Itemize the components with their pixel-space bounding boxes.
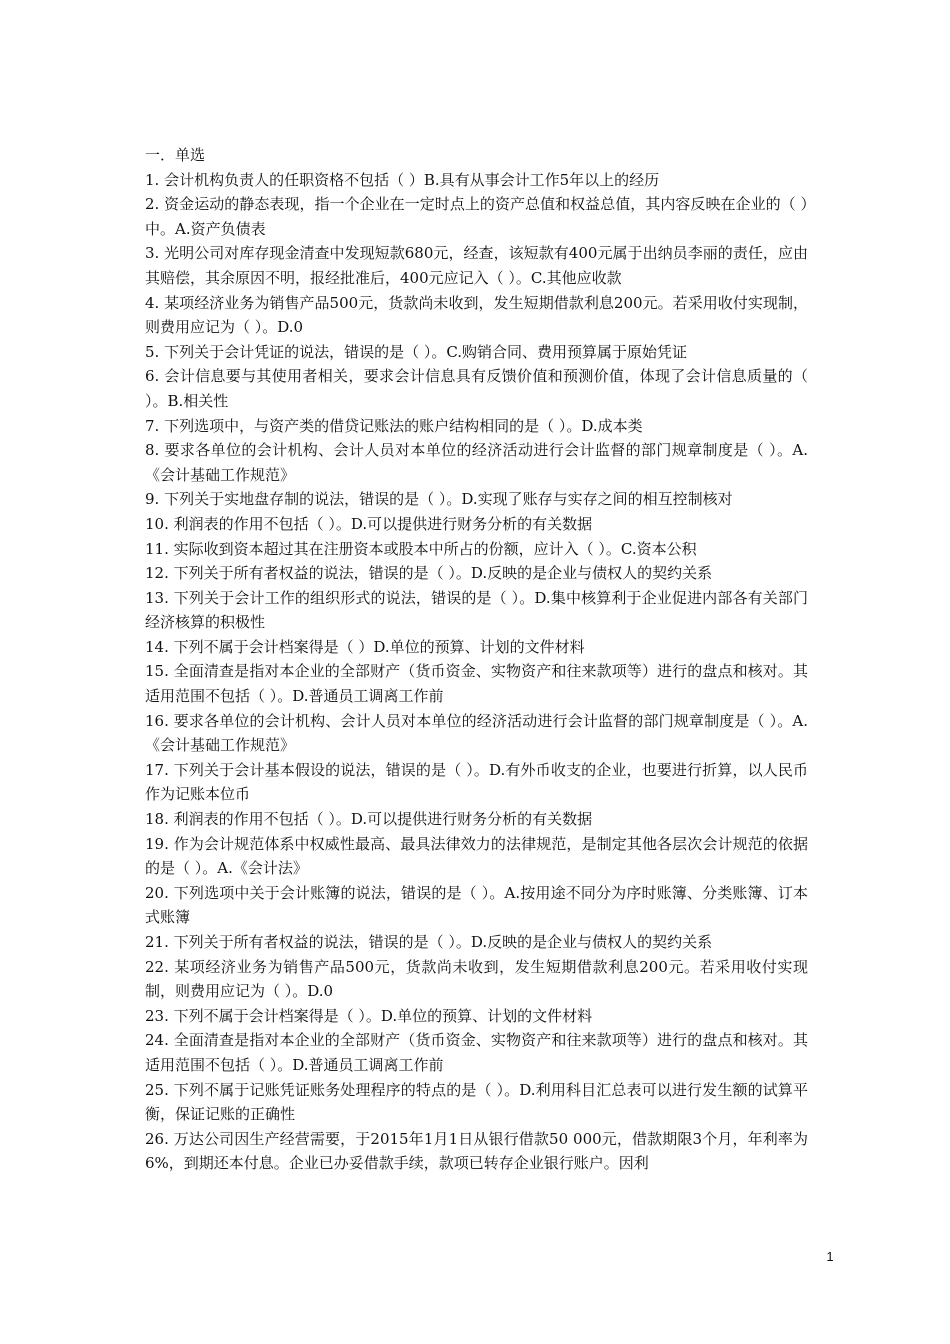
question-item: 25. 下列不属于记账凭证账务处理程序的特点的是（ ）。D.利用科目汇总表可以进行发生额的试算平衡，保证记账的正确性 (145, 1080, 808, 1124)
question-item: 3. 光明公司对库存现金清查中发现短款680元，经查，该短款有400元属于出纳员李丽的责任，应由其赔偿，其余原因不明，报经批准后，400元应记入（ ）。C.其他应收款 (145, 244, 808, 287)
question-item: 18. 利润表的作用不包括（ ）。D.可以提供进行财务分析的有关数据 (145, 810, 593, 829)
page-number: 1 (826, 1249, 834, 1264)
question-item: 14. 下列不属于会计档案得是（ ）D.单位的预算、计划的文件材料 (145, 637, 585, 656)
question-item: 12. 下列关于所有者权益的说法，错误的是（ ）。D.反映的是企业与债权人的契约关系 (145, 564, 713, 583)
question-item: 5. 下列关于会计凭证的说法，错误的是（ ）。C.购销合同、费用预算属于原始凭证 (145, 342, 688, 361)
question-item: 7. 下列选项中，与资产类的借贷记账法的账户结构相同的是（ ）。D.成本类 (145, 416, 643, 435)
section-heading: 一．单选 (145, 146, 206, 164)
question-item: 26. 万达公司因生产经营需要，于2015年1月1日从银行借款50 000元，借款期限3个月，年利率为6%，到期还本付息。企业已办妥借款手续，款项已转存企业银行账户。因利 (145, 1129, 808, 1173)
question-item: 1. 会计机构负责人的任职资格不包括（ ）B.具有从事会计工作5年以上的经历 (145, 170, 660, 189)
page-body (145, 143, 808, 1176)
question-item: 8. 要求各单位的会计机构、会计人员对本单位的经济活动进行会计监督的部门规章制度是（ ）。A.《会计基础工作规范》 (145, 441, 808, 484)
question-item: 6. 会计信息要与其使用者相关，要求会计信息具有反馈价值和预测价值，体现了会计信息质量的（ ）。B.相关性 (145, 367, 808, 410)
question-item: 19. 作为会计规范体系中权威性最高、最具法律效力的法律规范，是制定其他各层次会计规范的依据的是（ ）。A.《会计法》 (145, 834, 808, 878)
question-item: 15. 全面清查是指对本企业的全部财产（货币资金、实物资产和往来款项等）进行的盘点和核对。其适用范围不包括（ ）。D.普通员工调离工作前 (145, 662, 808, 706)
question-item: 13. 下列关于会计工作的组织形式的说法，错误的是（ ）。D.集中核算利于企业促进内部各有关部门经济核算的积极性 (145, 588, 808, 632)
question-item: 21. 下列关于所有者权益的说法，错误的是（ ）。D.反映的是企业与债权人的契约关系 (145, 933, 713, 951)
question-item: 23. 下列不属于会计档案得是（ ）。D.单位的预算、计划的文件材料 (145, 1006, 593, 1025)
question-item: 4. 某项经济业务为销售产品500元，货款尚未收到，发生短期借款利息200元。若采用收付实现制，则费用应记为（ ）。D.0 (145, 293, 808, 337)
question-item: 17. 下列关于会计基本假设的说法，错误的是（ ）。D.有外币收支的企业，也要进行折算，以人民币作为记账本位币 (145, 760, 808, 804)
question-item: 2. 资金运动的静态表现，指一个企业在一定时点上的资产总值和权益总值，其内容反映在企业的（ ）中。A.资产负债表 (145, 195, 808, 238)
question-item: 24. 全面清查是指对本企业的全部财产（货币资金、实物资产和往来款项等）进行的盘点和核对。其适用范围不包括（ ）。D.普通员工调离工作前 (145, 1031, 808, 1074)
question-item: 16. 要求各单位的会计机构、会计人员对本单位的经济活动进行会计监督的部门规章制度是（ ）。A.《会计基础工作规范》 (145, 711, 808, 755)
question-item: 22. 某项经济业务为销售产品500元，货款尚未收到，发生短期借款利息200元。若采用收付实现制，则费用应记为（ ）。D.0 (145, 957, 808, 1001)
question-item: 10. 利润表的作用不包括（ ）。D.可以提供进行财务分析的有关数据 (145, 514, 593, 533)
question-item: 9. 下列关于实地盘存制的说法，错误的是（ ）。D.实现了账存与实存之间的相互控制核对 (145, 490, 733, 509)
question-item: 11. 实际收到资本超过其在注册资本或股本中所占的份额，应计入（ ）。C.资本公积 (145, 539, 697, 558)
question-item: 20. 下列选项中关于会计账簿的说法，错误的是（ ）。A.按用途不同分为序时账簿、分类账簿、订本式账簿 (145, 883, 808, 927)
